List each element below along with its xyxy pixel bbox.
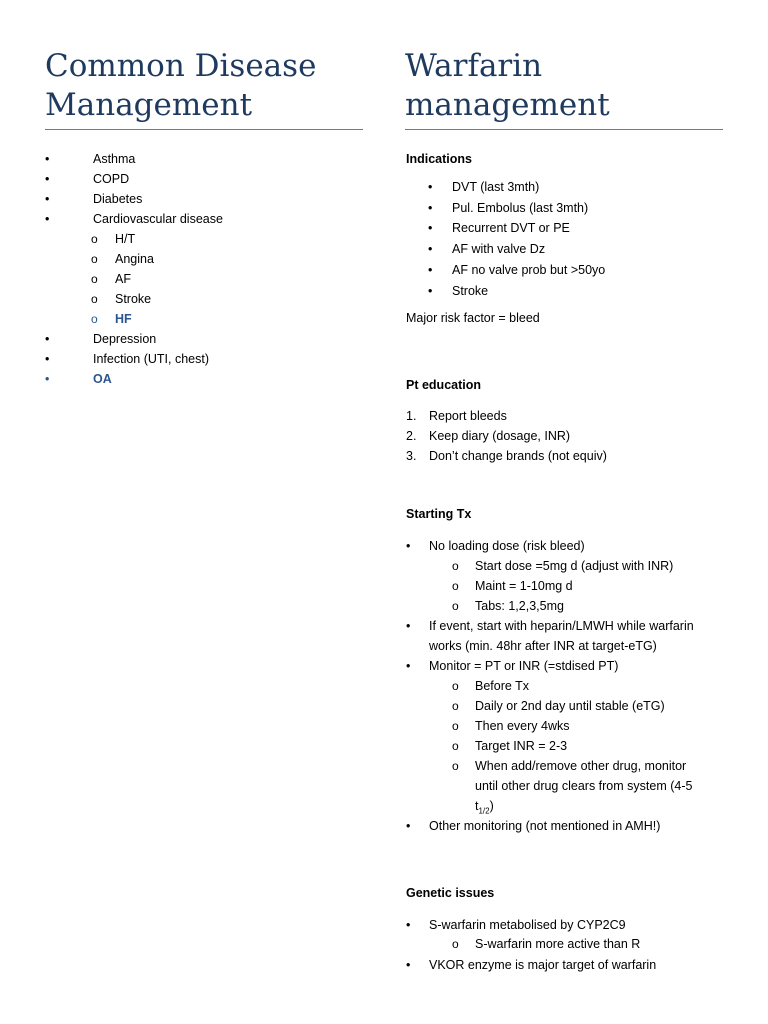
- list-item: VKOR enzyme is major target of warfarin: [429, 958, 657, 972]
- sub-list-item: Target INR = 2-3: [475, 739, 568, 753]
- right-title-rule: [405, 129, 723, 130]
- bullet: •: [45, 172, 50, 186]
- left-title: [45, 47, 363, 125]
- sub-list-item: Tabs: 1,2,3,5mg: [475, 599, 564, 613]
- sub-list-item: S-warfarin more active than R: [475, 937, 641, 951]
- bullet: •: [428, 180, 433, 194]
- bullet: •: [45, 332, 50, 346]
- right-title-line2: management: [405, 87, 610, 123]
- list-item: COPD: [93, 172, 130, 186]
- list-number: 1.: [406, 409, 417, 423]
- list-item: Don’t change brands (not equiv): [429, 449, 607, 463]
- bullet: •: [45, 372, 50, 386]
- bullet: •: [406, 918, 411, 932]
- left-title-line1: Common Disease: [45, 48, 317, 84]
- bullet: •: [45, 352, 50, 366]
- list-item: Recurrent DVT or PE: [452, 221, 570, 235]
- list-item: Pul. Embolus (last 3mth): [452, 201, 589, 215]
- list-item: Stroke: [452, 284, 489, 298]
- bullet: •: [406, 619, 411, 633]
- sub-list-item: AF: [115, 272, 131, 286]
- sub-bullet: o: [452, 719, 459, 733]
- list-item: Keep diary (dosage, INR): [429, 429, 571, 443]
- bullet: •: [428, 284, 433, 298]
- sub-bullet: o: [452, 699, 459, 713]
- sub-bullet: o: [91, 272, 98, 286]
- list-item: No loading dose (risk bleed): [429, 539, 585, 553]
- list-number: 2.: [406, 429, 417, 443]
- bullet: •: [428, 242, 433, 256]
- list-item: Infection (UTI, chest): [93, 352, 210, 366]
- right-title: [405, 47, 723, 125]
- indications-note: Major risk factor = bleed: [406, 311, 540, 325]
- list-number: 3.: [406, 449, 417, 463]
- half-subscript: 1/2: [478, 806, 490, 816]
- t-symbol: t: [475, 799, 479, 813]
- list-item: Depression: [93, 332, 157, 346]
- sub-bullet: o: [452, 599, 459, 613]
- sub-bullet: o: [91, 232, 98, 246]
- list-item-continued: works (min. 48hr after INR at target-eTG): [429, 639, 657, 653]
- list-item: DVT (last 3mth): [452, 180, 540, 194]
- list-item: If event, start with heparin/LMWH while warfarin: [429, 619, 694, 633]
- bullet: •: [406, 539, 411, 553]
- bullet: •: [45, 152, 50, 166]
- bullet: •: [428, 221, 433, 235]
- pt-education-heading: Pt education: [406, 378, 482, 392]
- sub-list-item: Angina: [115, 252, 154, 266]
- sub-bullet: o: [452, 679, 459, 693]
- list-item: AF with valve Dz: [452, 242, 546, 256]
- sub-bullet: o: [452, 937, 459, 951]
- starting-tx-heading: Starting Tx: [406, 507, 472, 521]
- sub-list-item: Start dose =5mg d (adjust with INR): [475, 559, 674, 573]
- bullet: •: [428, 263, 433, 277]
- list-item: Cardiovascular disease: [93, 212, 223, 226]
- list-item: S-warfarin metabolised by CYP2C9: [429, 918, 626, 932]
- bullet: •: [406, 819, 411, 833]
- closing-paren: ): [489, 799, 494, 813]
- list-item: Other monitoring (not mentioned in AMH!): [429, 819, 661, 833]
- sub-bullet: o: [452, 759, 459, 773]
- left-title-rule: [45, 129, 363, 130]
- sub-list-item-continued: until other drug clears from system (4-5: [475, 779, 693, 793]
- sub-list-item: Before Tx: [475, 679, 529, 693]
- right-title-line1: Warfarin: [405, 48, 543, 84]
- genetic-heading: Genetic issues: [406, 886, 495, 900]
- sub-list-item: When add/remove other drug, monitor: [475, 759, 687, 773]
- list-item: OA: [93, 372, 112, 386]
- sub-bullet: o: [91, 312, 98, 326]
- sub-bullet: o: [91, 252, 98, 266]
- sub-list-item: Maint = 1-10mg d: [475, 579, 573, 593]
- sub-list-item: HF: [115, 312, 132, 326]
- indications-heading: Indications: [406, 152, 472, 166]
- list-item: Asthma: [93, 152, 136, 166]
- sub-bullet: o: [452, 579, 459, 593]
- bullet: •: [406, 659, 411, 673]
- bullet: •: [428, 201, 433, 215]
- sub-bullet: o: [452, 739, 459, 753]
- sub-bullet: o: [452, 559, 459, 573]
- sub-list-item: Stroke: [115, 292, 152, 306]
- list-item: Report bleeds: [429, 409, 507, 423]
- sub-list-item: Then every 4wks: [475, 719, 570, 733]
- sub-list-item: H/T: [115, 232, 136, 246]
- sub-list-item: Daily or 2nd day until stable (eTG): [475, 699, 665, 713]
- left-title-line2: Management: [45, 87, 253, 123]
- bullet: •: [45, 212, 50, 226]
- bullet: •: [45, 192, 50, 206]
- bullet: •: [406, 958, 411, 972]
- list-item: Diabetes: [93, 192, 143, 206]
- sub-bullet: o: [91, 292, 98, 306]
- list-item: Monitor = PT or INR (=stdised PT): [429, 659, 619, 673]
- list-item: AF no valve prob but >50yo: [452, 263, 606, 277]
